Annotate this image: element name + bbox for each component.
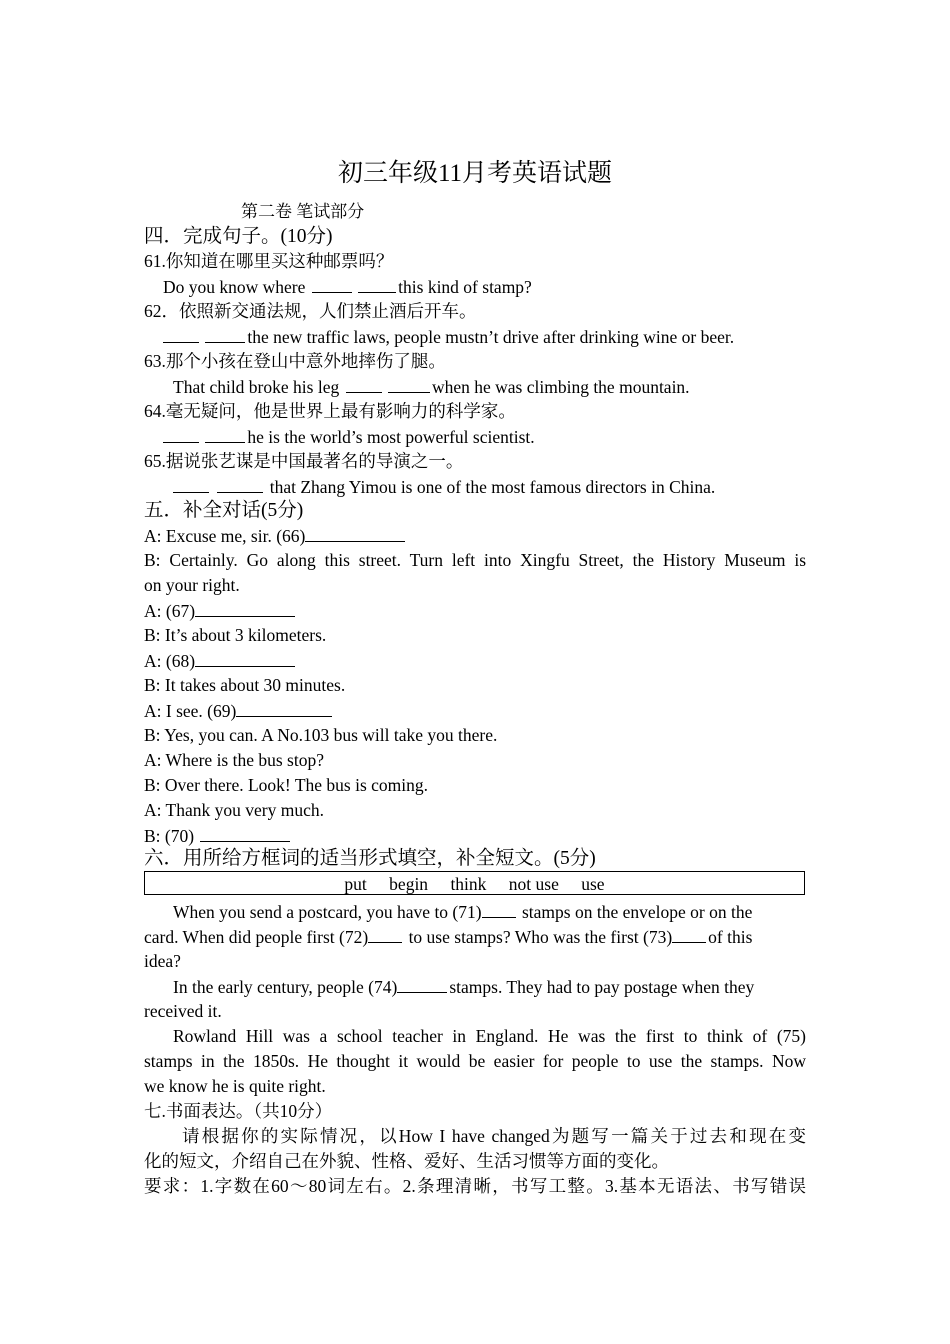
dialog-line: B: It takes about 30 minutes. [144,675,346,695]
dialog-line: A: Where is the bus stop? [144,750,324,770]
q65-blank-1[interactable] [173,474,209,493]
q61-english: Do you know where this kind of stamp? [163,274,825,300]
dialog-line: B: Certainly. Go along this street. Turn left into Xingfu Street, the History Museum is [144,550,806,570]
word-box [144,871,805,895]
dialog-line: A: Thank you very much. [144,800,324,820]
writing-requirements: 要求：1.字数在60～80词左右。2.条理清晰，书写工整。3.基本无语法、书写错误 [144,1176,806,1196]
q65-chinese: 65.据说张艺谋是中国最著名的导演之一。 [144,451,464,471]
word-option: use [581,874,605,894]
passage-line: When you send a postcard, you have to (71) stamps on the envelope or on the [173,899,806,925]
passage-line: received it. [144,1001,222,1021]
dialog-line: B: Yes, you can. A No.103 bus will take you there. [144,725,498,745]
word-option: put [344,874,367,894]
q66-blank[interactable] [305,523,405,542]
q64-blank-1[interactable] [163,424,199,443]
dialog-line: A: (68) [144,648,806,674]
q63-blank-1[interactable] [346,374,382,393]
dialog-line: B: It’s about 3 kilometers. [144,625,327,645]
dialog-line: A: I see. (69) [144,698,806,724]
dialog-line: A: Excuse me, sir. (66) [144,523,806,549]
passage-line: we know he is quite right. [144,1076,326,1096]
section-6-heading: 六．用所给方框词的适当形式填空，补全短文。(5分) [144,848,596,869]
writing-prompt: 化的短文，介绍自己在外貌、性格、爱好、生活习惯等方面的变化。 [144,1151,669,1171]
page-subtitle: 第二卷 笔试部分 [241,202,365,221]
q65-blank-2[interactable] [217,474,263,493]
word-option: not use [508,874,559,894]
q63-english: That child broke his leg when he was climbing the mountain. [173,374,835,400]
q72-blank[interactable] [368,924,402,943]
q64-chinese: 64.毫无疑问，他是世界上最有影响力的科学家。 [144,401,516,421]
q64-english: he is the world’s most powerful scientist. [163,424,825,450]
writing-prompt: 请根据你的实际情况，以How I have changed为题写一篇关于过去和现在变 [182,1126,806,1146]
q62-chinese: 62．依照新交通法规，人们禁止酒后开车。 [144,301,477,321]
q71-blank[interactable] [482,899,516,918]
q62-english: the new traffic laws, people mustn’t drive after drinking wine or beer. [163,324,825,350]
passage-line: Rowland Hill was a school teacher in England. He was the first to think of (75) [173,1026,806,1046]
q70-blank[interactable] [200,823,290,842]
passage-line: In the early century, people (74) stamps. They had to pay postage when they [173,974,806,1000]
passage-line: stamps in the 1850s. He thought it would be easier for people to use the stamps. Now [144,1051,806,1071]
q69-blank[interactable] [236,698,332,717]
dialog-line: B: Over there. Look! The bus is coming. [144,775,428,795]
section-5-heading: 五．补全对话(5分) [144,500,304,521]
word-option: think [450,874,487,894]
q68-blank[interactable] [195,648,295,667]
passage-line: idea? [144,951,181,971]
page-title: 初三年级11月考英语试题 [337,160,613,187]
section-4-heading: 四．完成句子。(10分) [144,226,333,247]
dialog-line: B: (70) [144,823,806,849]
passage-line: card. When did people first (72) to use stamps? Who was the first (73) of this [144,924,806,950]
q61-chinese: 61.你知道在哪里买这种邮票吗？ [144,251,394,271]
dialog-line: on your right. [144,575,240,595]
dialog-line: A: (67) [144,598,806,624]
q62-blank-1[interactable] [163,324,199,343]
q63-chinese: 63.那个小孩在登山中意外地摔伤了腿。 [144,351,446,371]
q67-blank[interactable] [195,598,295,617]
q64-blank-2[interactable] [205,424,245,443]
word-option: begin [389,874,429,894]
q62-blank-2[interactable] [205,324,245,343]
q73-blank[interactable] [672,924,706,943]
q61-blank-2[interactable] [358,274,396,293]
section-7-heading: 七.书面表达。（共10分） [144,1101,333,1121]
q74-blank[interactable] [397,974,447,993]
q63-blank-2[interactable] [388,374,430,393]
q61-blank-1[interactable] [312,274,352,293]
q65-english: that Zhang Yimou is one of the most famous directors in China. [173,474,835,500]
